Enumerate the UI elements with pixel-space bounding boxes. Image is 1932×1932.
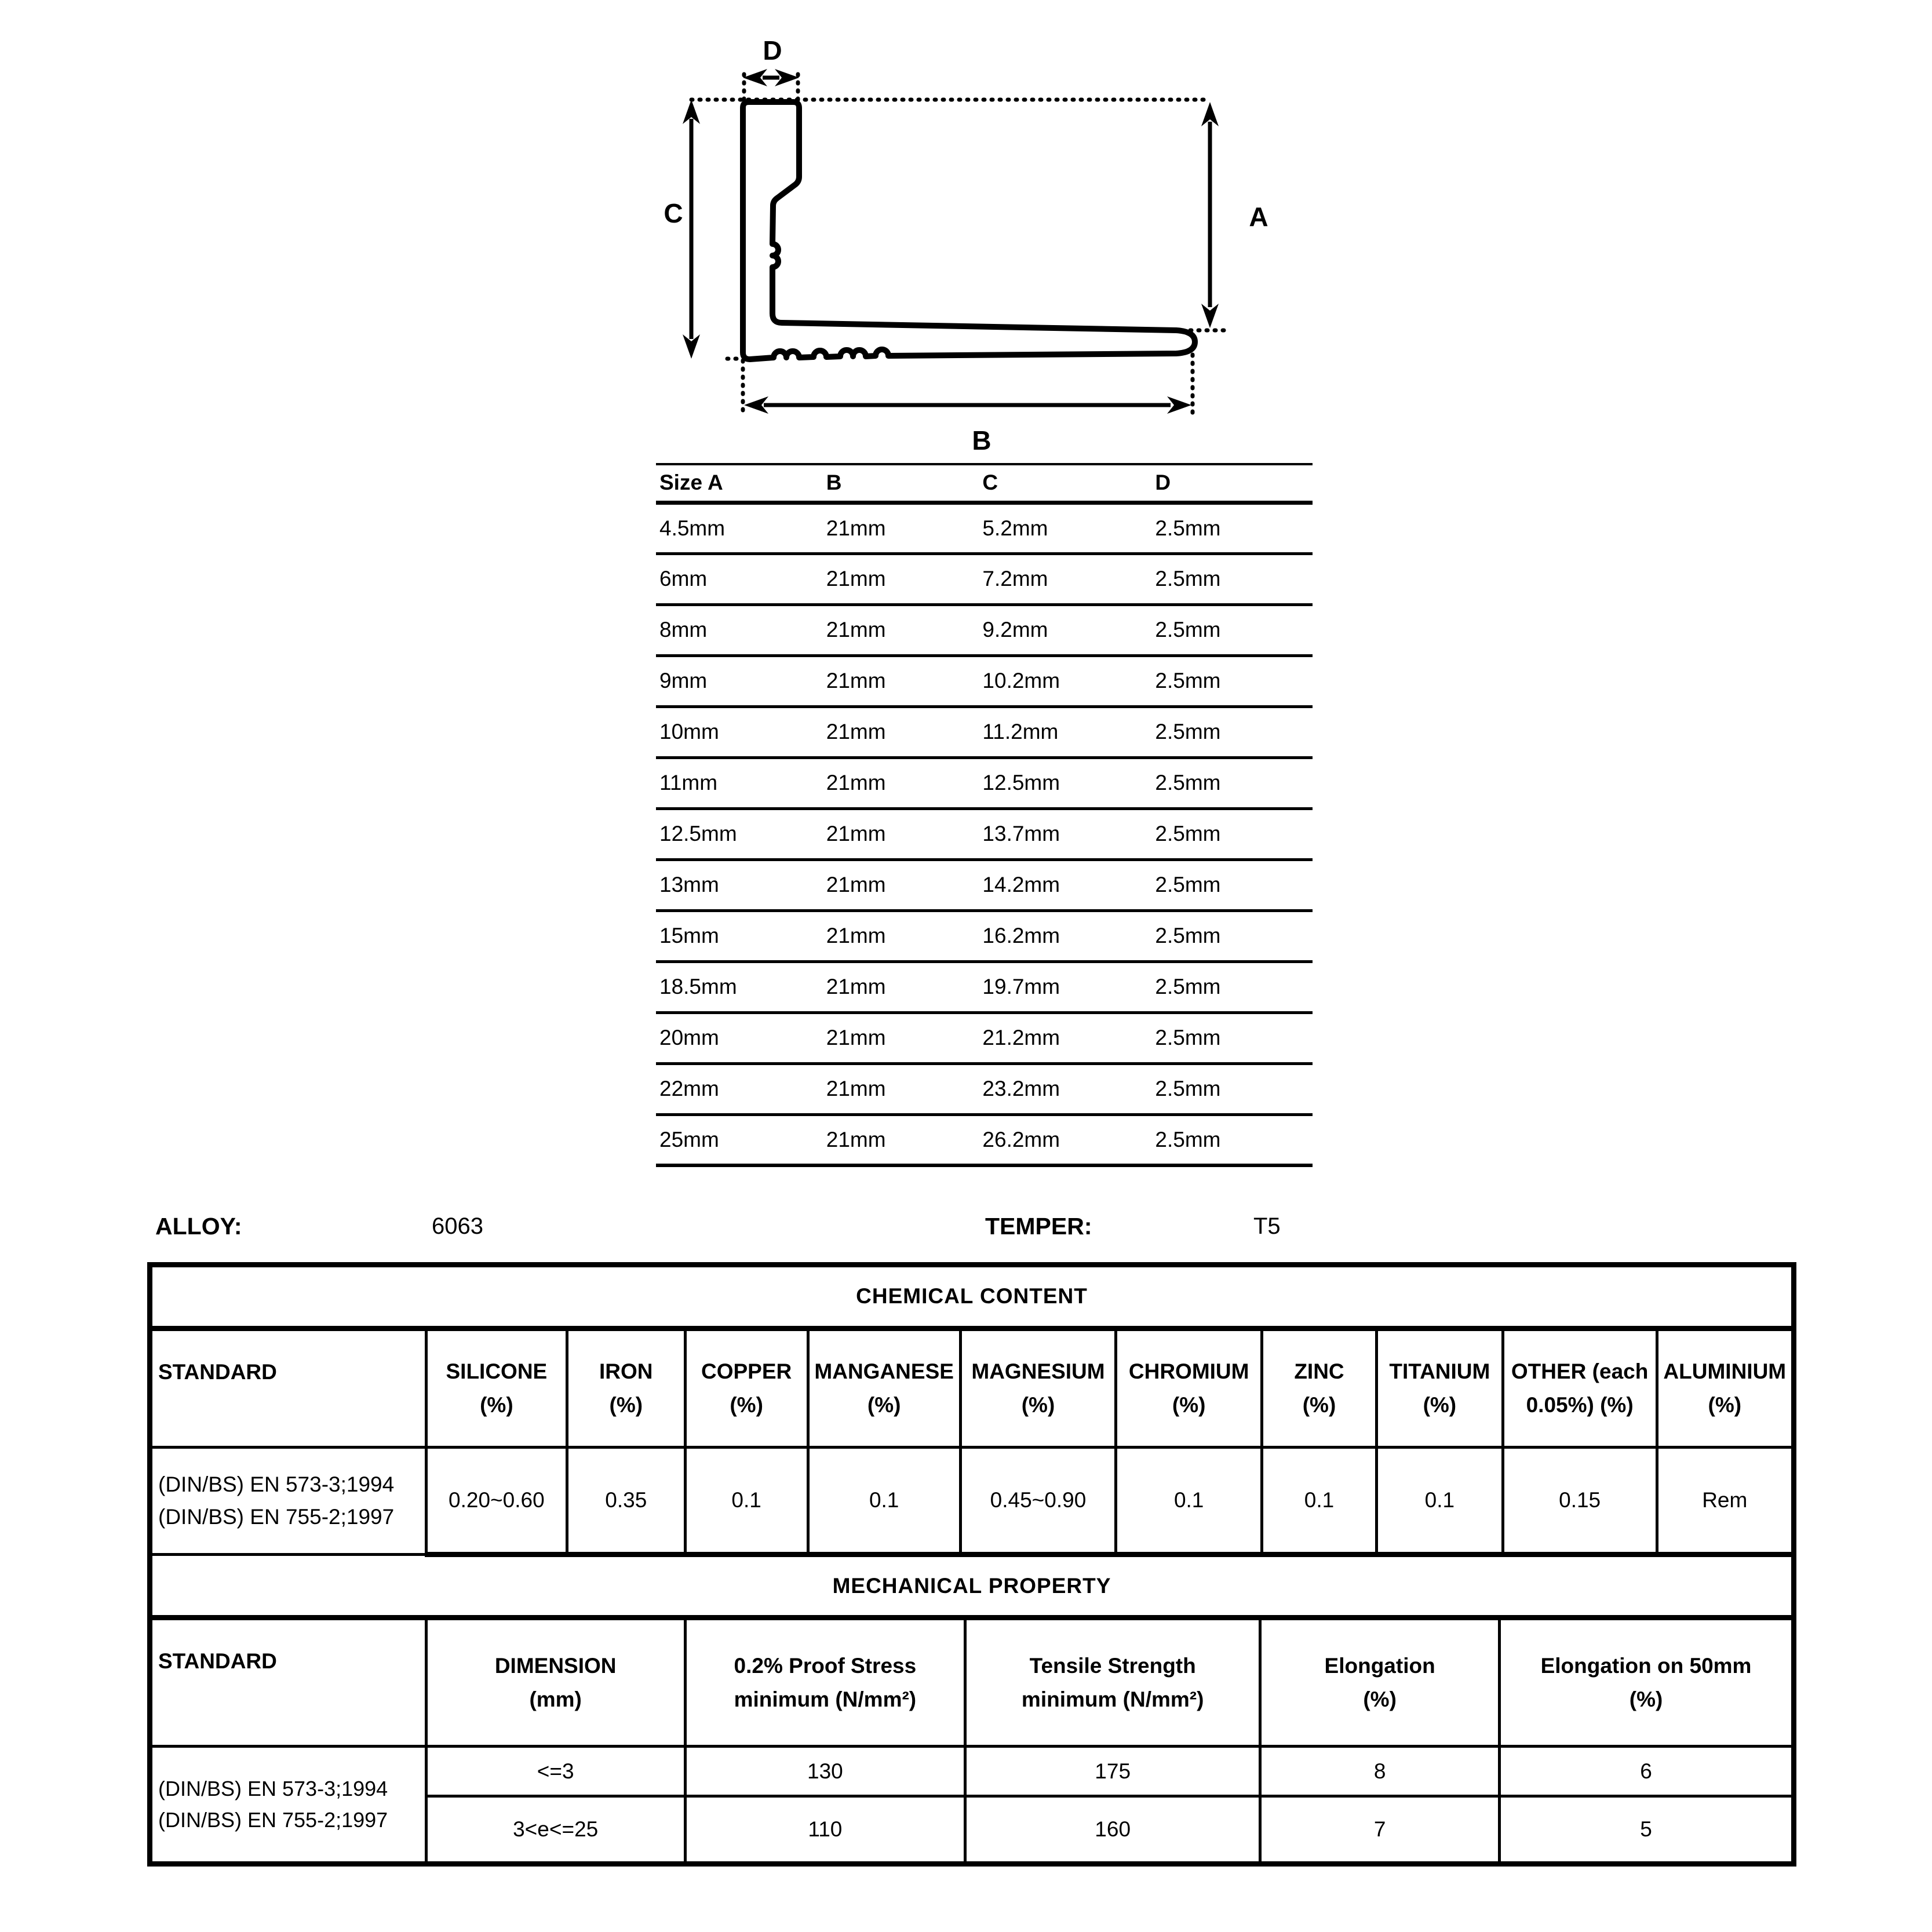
size-table-cell: 21.2mm — [979, 1012, 1151, 1063]
size-table-row — [656, 961, 1313, 1012]
mechanical-data-row-1 — [152, 1747, 1791, 1796]
mechanical-value-cell: <=3 — [426, 1747, 685, 1796]
size-table-cell: 8mm — [656, 604, 823, 655]
size-table-cell: 12.5mm — [979, 757, 1151, 808]
chemical-column-header-line: SILICONE — [446, 1359, 548, 1384]
dim-label-c: C — [664, 198, 683, 228]
mechanical-column-header-line: Tensile Strength — [1029, 1654, 1196, 1678]
chemical-value-cell: 0.15 — [1503, 1447, 1657, 1554]
mechanical-column-header-line: (%) — [1363, 1687, 1397, 1711]
chemical-column-header-line: OTHER (each — [1511, 1359, 1649, 1384]
chemical-column-header-line: (%) — [609, 1393, 643, 1417]
mechanical-property-title: MECHANICAL PROPERTY — [152, 1557, 1791, 1618]
chemical-content-table — [152, 1267, 1791, 1557]
size-table-cell: 23.2mm — [979, 1063, 1151, 1114]
chemical-column-header-line: MAGNESIUM — [971, 1359, 1105, 1384]
chemical-value-cell: 0.1 — [808, 1447, 960, 1554]
mechanical-value-cell: 5 — [1500, 1796, 1791, 1861]
chemical-column-header — [960, 1328, 1116, 1447]
mechanical-column-header-line: minimum (N/mm²) — [1021, 1687, 1204, 1711]
spec-tables-frame — [147, 1262, 1796, 1867]
size-table-cell: 21mm — [823, 1063, 979, 1114]
chemical-column-header — [685, 1328, 808, 1447]
dim-label-b: B — [972, 425, 991, 455]
arrowhead-b-right — [1167, 396, 1191, 414]
size-column-header: B — [823, 464, 979, 502]
chemical-column-header-line: IRON — [599, 1359, 653, 1384]
size-table-cell: 2.5mm — [1151, 859, 1313, 910]
size-table-cell: 2.5mm — [1151, 553, 1313, 604]
mechanical-column-header-line: (%) — [1629, 1687, 1663, 1711]
mechanical-header-row — [152, 1618, 1791, 1747]
size-table-cell: 21mm — [823, 655, 979, 706]
chemical-value-cell: 0.1 — [685, 1447, 808, 1554]
size-table-cell: 21mm — [823, 910, 979, 961]
size-table-body — [656, 502, 1313, 1165]
chemical-value-cell: 0.45~0.90 — [960, 1447, 1116, 1554]
chemical-column-header — [808, 1328, 960, 1447]
size-table-cell: 9mm — [656, 655, 823, 706]
chemical-value-cell: 0.20~0.60 — [426, 1447, 567, 1554]
standard-line-1: (DIN/BS) EN 573-3;1994 — [158, 1472, 395, 1496]
size-table-row — [656, 757, 1313, 808]
size-table-cell: 21mm — [823, 502, 979, 553]
chemical-column-header-line: (%) — [1172, 1393, 1206, 1417]
size-table-cell: 13.7mm — [979, 808, 1151, 859]
mechanical-column-header — [426, 1618, 685, 1747]
size-table-cell: 26.2mm — [979, 1114, 1151, 1165]
alloy-value: 6063 — [432, 1213, 483, 1239]
standard-line-2: (DIN/BS) EN 755-2;1997 — [158, 1807, 388, 1832]
size-table-cell: 14.2mm — [979, 859, 1151, 910]
size-column-header: Size A — [656, 464, 823, 502]
size-table-cell: 21mm — [823, 553, 979, 604]
size-table-row — [656, 655, 1313, 706]
chemical-column-header-line: ZINC — [1294, 1359, 1344, 1384]
chemical-column-header-line: (%) — [1708, 1393, 1742, 1417]
size-table-row — [656, 1063, 1313, 1114]
chemical-column-header-line: ALUMINIUM — [1663, 1359, 1787, 1384]
chemical-value-cell: 0.1 — [1376, 1447, 1503, 1554]
mechanical-value-cell: 175 — [965, 1747, 1260, 1796]
chemical-column-header-line: MANGANESE — [814, 1359, 954, 1384]
size-table-cell: 21mm — [823, 1114, 979, 1165]
size-table-cell: 15mm — [656, 910, 823, 961]
size-column-header: D — [1151, 464, 1313, 502]
mechanical-column-header-line: DIMENSION — [494, 1654, 617, 1678]
size-table-cell: 2.5mm — [1151, 604, 1313, 655]
size-table-cell: 2.5mm — [1151, 961, 1313, 1012]
size-table-cell: 21mm — [823, 757, 979, 808]
temper-label: TEMPER: — [985, 1213, 1092, 1240]
mechanical-value-cell: 130 — [685, 1747, 965, 1796]
chemical-column-header-line: (%) — [1302, 1393, 1336, 1417]
mechanical-value-cell: 3<e<=25 — [426, 1796, 685, 1861]
size-table-row — [656, 910, 1313, 961]
chemical-value-cell: 0.1 — [1116, 1447, 1262, 1554]
size-table-cell: 12.5mm — [656, 808, 823, 859]
mechanical-column-header — [1260, 1618, 1500, 1747]
size-table-cell: 21mm — [823, 961, 979, 1012]
chemical-title-row — [152, 1267, 1791, 1328]
chemical-column-header-line: TITANIUM — [1389, 1359, 1490, 1384]
size-table-cell: 6mm — [656, 553, 823, 604]
size-table-cell: 2.5mm — [1151, 808, 1313, 859]
size-table-cell: 2.5mm — [1151, 910, 1313, 961]
mechanical-column-header — [965, 1618, 1260, 1747]
mechanical-column-header-line: Elongation on 50mm — [1540, 1654, 1752, 1678]
size-table-cell: 2.5mm — [1151, 1012, 1313, 1063]
mechanical-value-cell: 110 — [685, 1796, 965, 1861]
size-table-cell: 21mm — [823, 604, 979, 655]
chemical-standard-cell — [152, 1447, 426, 1554]
mechanical-column-header-line: Elongation — [1324, 1654, 1435, 1678]
mechanical-column-header — [1500, 1618, 1791, 1747]
dim-label-d: D — [763, 35, 782, 65]
chemical-value-cell: 0.35 — [567, 1447, 685, 1554]
chemical-column-header-line: 0.05%) (%) — [1526, 1393, 1634, 1417]
chemical-column-header-line: (%) — [1021, 1393, 1055, 1417]
chemical-value-cell: Rem — [1657, 1447, 1791, 1554]
alloy-temper-line — [0, 1209, 1932, 1244]
size-table-cell: 13mm — [656, 859, 823, 910]
size-table-cell: 2.5mm — [1151, 757, 1313, 808]
mechanical-title-row — [152, 1557, 1791, 1618]
mechanical-value-cell: 6 — [1500, 1747, 1791, 1796]
arrowhead-a-down — [1201, 304, 1219, 328]
mechanical-property-table — [152, 1557, 1791, 1861]
chemical-column-header — [426, 1328, 567, 1447]
size-table-row — [656, 604, 1313, 655]
size-table-row — [656, 1012, 1313, 1063]
chemical-column-header-line: STANDARD — [158, 1359, 277, 1384]
mechanical-column-header-line: minimum (N/mm²) — [734, 1687, 917, 1711]
size-table-row — [656, 706, 1313, 757]
chemical-column-header-line: (%) — [867, 1393, 901, 1417]
chemical-data-row — [152, 1447, 1791, 1554]
chemical-column-header-line: (%) — [730, 1393, 763, 1417]
chemical-column-header — [1376, 1328, 1503, 1447]
size-table-cell: 21mm — [823, 706, 979, 757]
size-table-cell: 2.5mm — [1151, 1063, 1313, 1114]
profile-outline — [743, 102, 1195, 359]
profile-diagram — [655, 17, 1298, 458]
size-table-cell: 9.2mm — [979, 604, 1151, 655]
size-table-cell: 2.5mm — [1151, 502, 1313, 553]
mechanical-column-header-line: (mm) — [529, 1687, 582, 1711]
size-table-cell: 4.5mm — [656, 502, 823, 553]
mechanical-value-cell: 7 — [1260, 1796, 1500, 1861]
size-table-header-row — [656, 464, 1313, 502]
size-table-row — [656, 859, 1313, 910]
mechanical-column-header-line: STANDARD — [158, 1649, 277, 1673]
chemical-content-title: CHEMICAL CONTENT — [152, 1267, 1791, 1328]
chemical-column-header — [1503, 1328, 1657, 1447]
size-table-cell: 11mm — [656, 757, 823, 808]
size-table-cell: 19.7mm — [979, 961, 1151, 1012]
mechanical-column-header-line: 0.2% Proof Stress — [734, 1654, 917, 1678]
size-table-row — [656, 502, 1313, 553]
chemical-column-header — [567, 1328, 685, 1447]
size-table-cell: 2.5mm — [1151, 1114, 1313, 1165]
size-table-cell: 16.2mm — [979, 910, 1151, 961]
size-table-cell: 2.5mm — [1151, 655, 1313, 706]
size-table-cell: 20mm — [656, 1012, 823, 1063]
mechanical-column-header — [152, 1618, 426, 1747]
dim-label-a: A — [1249, 202, 1268, 232]
size-table-cell: 11.2mm — [979, 706, 1151, 757]
alloy-label: ALLOY: — [155, 1213, 242, 1240]
chemical-column-header-line: (%) — [480, 1393, 513, 1417]
size-table-cell: 21mm — [823, 1012, 979, 1063]
size-table-row — [656, 553, 1313, 604]
size-table-row — [656, 808, 1313, 859]
size-table-row — [656, 1114, 1313, 1165]
chemical-column-header-line: COPPER — [701, 1359, 792, 1384]
size-table-cell: 5.2mm — [979, 502, 1151, 553]
chemical-column-header — [1116, 1328, 1262, 1447]
chemical-value-cell: 0.1 — [1262, 1447, 1377, 1554]
chemical-header-row — [152, 1328, 1791, 1447]
standard-line-1: (DIN/BS) EN 573-3;1994 — [158, 1776, 388, 1800]
size-table-cell: 10.2mm — [979, 655, 1151, 706]
size-table-cell: 25mm — [656, 1114, 823, 1165]
chemical-column-header-line: CHROMIUM — [1128, 1359, 1249, 1384]
temper-value: T5 — [1253, 1213, 1281, 1239]
mechanical-value-cell: 8 — [1260, 1747, 1500, 1796]
chemical-column-header — [1657, 1328, 1791, 1447]
mechanical-value-cell: 160 — [965, 1796, 1260, 1861]
size-column-header: C — [979, 464, 1151, 502]
size-table-cell: 7.2mm — [979, 553, 1151, 604]
chemical-column-header — [1262, 1328, 1377, 1447]
size-table-cell: 21mm — [823, 859, 979, 910]
standard-line-2: (DIN/BS) EN 755-2;1997 — [158, 1504, 395, 1529]
size-table — [656, 463, 1313, 1167]
size-table-cell: 21mm — [823, 808, 979, 859]
mechanical-column-header — [685, 1618, 965, 1747]
chemical-column-header — [152, 1328, 426, 1447]
size-table-cell: 2.5mm — [1151, 706, 1313, 757]
chemical-column-header-line: (%) — [1423, 1393, 1457, 1417]
mechanical-standard-cell — [152, 1747, 426, 1861]
size-table-cell: 10mm — [656, 706, 823, 757]
size-table-cell: 18.5mm — [656, 961, 823, 1012]
size-table-cell: 22mm — [656, 1063, 823, 1114]
